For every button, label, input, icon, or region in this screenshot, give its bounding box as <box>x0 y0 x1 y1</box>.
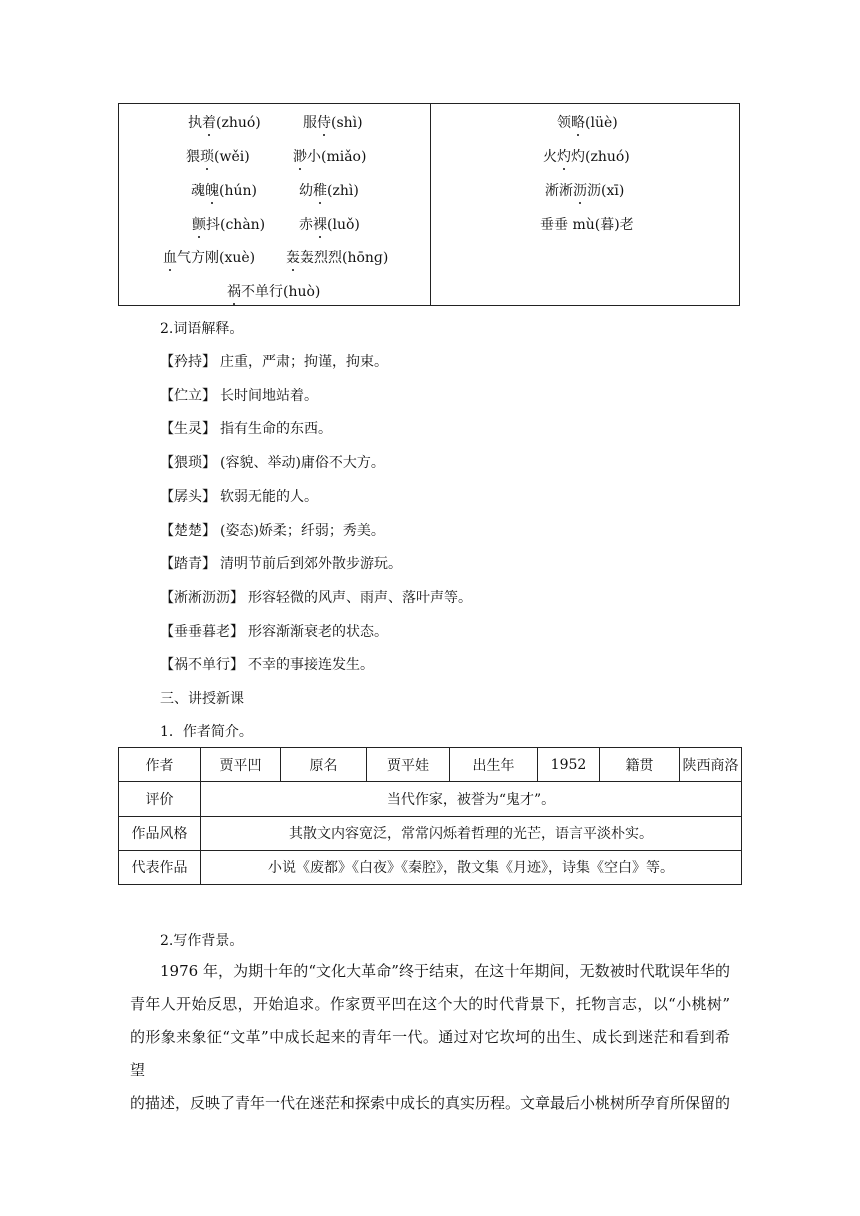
pron-item: 幼稚(zhì) <box>299 180 359 200</box>
section-heading: 三、讲授新课 <box>160 691 244 707</box>
vocab-term: 【猥琐】 <box>160 455 216 471</box>
pron-item: 赤裸(luǒ) <box>299 214 360 234</box>
vocab-def: 软弱无能的人。 <box>220 489 318 505</box>
vocab-term: 【矜持】 <box>160 354 216 370</box>
table-cell: 评价 <box>119 782 201 816</box>
pron-item: 颤抖(chàn) <box>192 214 265 234</box>
section-title: 2.词语解释。 <box>160 321 244 337</box>
pronunciation-table <box>118 103 740 306</box>
vocab-item <box>160 654 374 674</box>
vocab-def: 形容轻微的风声、雨声、落叶声等。 <box>248 590 472 606</box>
table-cell: 1952 <box>538 748 600 782</box>
vocab-term: 【楚楚】 <box>160 523 216 539</box>
vocab-item <box>160 486 318 506</box>
vocab-item <box>160 621 388 641</box>
pron-item: 服侍(shì) <box>303 112 363 132</box>
pron-item: 火灼灼(zhuó) <box>543 146 630 166</box>
pron-item: 血气方刚(xuè) <box>163 247 255 267</box>
vocab-item <box>160 520 385 540</box>
vocab-def: (容貌、举动)庸俗不大方。 <box>220 455 385 471</box>
table-cell: 籍贯 <box>600 748 680 782</box>
pron-item: 轰轰烈烈(hōnɡ) <box>286 247 388 267</box>
author-table <box>118 747 742 885</box>
vocab-term: 【踏青】 <box>160 556 216 572</box>
author-intro-title: 1．作者简介。 <box>160 724 253 740</box>
table-cell: 作者 <box>119 748 201 782</box>
table-cell: 代表作品 <box>119 850 201 884</box>
table-cell: 其散文内容宽泛，常常闪烁着哲理的光芒，语言平淡朴实。 <box>201 816 742 850</box>
background-title: 2.写作背景。 <box>160 933 244 949</box>
vocab-term: 【垂垂暮老】 <box>160 624 244 640</box>
vocab-term: 【淅淅沥沥】 <box>160 590 244 606</box>
vocab-def: 不幸的事接连发生。 <box>248 657 374 673</box>
table-cell: 出生年 <box>450 748 538 782</box>
table-row <box>119 850 742 884</box>
vocab-item <box>160 385 318 405</box>
table-cell: 小说《废都》《白夜》《秦腔》，散文集《月迹》，诗集《空白》等。 <box>201 850 742 884</box>
pron-item: 魂魄(hún) <box>191 180 257 200</box>
paragraph-line: 的形象来象征“文革”中成长起来的青年一代。通过对它坎坷的出生、成长到迷茫和看到希望 <box>130 1028 730 1079</box>
vocab-def: 指有生命的东西。 <box>220 421 332 437</box>
vocab-term: 【生灵】 <box>160 421 216 437</box>
table-cell: 贾平娃 <box>367 748 450 782</box>
vocab-term: 【伫立】 <box>160 388 216 404</box>
pron-item: 领略(lüè) <box>557 112 618 132</box>
table-cell: 当代作家，被誉为“鬼才”。 <box>201 782 742 816</box>
vocab-item <box>160 587 472 607</box>
table-cell: 原名 <box>281 748 367 782</box>
vocab-def: 庄重，严肃；拘谨，拘束。 <box>220 354 388 370</box>
pron-item: 渺小(miǎo) <box>293 146 366 166</box>
table-row <box>119 816 742 850</box>
table-divider <box>430 104 431 305</box>
paragraph-line: 青年人开始反思，开始追求。作家贾平凹在这个大的时代背景下，托物言志，以“小桃树” <box>130 995 730 1013</box>
pron-item: 执着(zhuó) <box>188 112 261 132</box>
vocab-term: 【祸不单行】 <box>160 657 244 673</box>
pron-item: 淅淅沥沥(xī) <box>545 180 624 200</box>
vocab-item <box>160 452 385 472</box>
background-paragraph <box>130 955 730 1120</box>
pron-item: 祸不单行(huò) <box>227 281 320 301</box>
table-cell: 作品风格 <box>119 816 201 850</box>
table-row <box>119 748 742 782</box>
vocab-def: 形容渐渐衰老的状态。 <box>248 624 388 640</box>
vocab-item <box>160 553 402 573</box>
pron-item: 猥琐(wěi) <box>186 146 250 166</box>
vocab-item <box>160 351 388 371</box>
vocab-def: 长时间地站着。 <box>220 388 318 404</box>
table-cell: 贾平凹 <box>201 748 281 782</box>
vocab-def: 清明节前后到郊外散步游玩。 <box>220 556 402 572</box>
vocab-item <box>160 418 332 438</box>
paragraph-line: 1976 年，为期十年的“文化大革命”终于结束，在这十年期间，无数被时代耽误年华的 <box>160 962 730 980</box>
table-cell: 陕西商洛 <box>680 748 742 782</box>
table-row <box>119 782 742 816</box>
paragraph-line: 的描述，反映了青年一代在迷茫和探索中成长的真实历程。文章最后小桃树所孕育所保留的 <box>130 1094 731 1112</box>
pron-item: 垂垂 mù(暮)老 <box>540 217 634 233</box>
vocab-def: (姿态)娇柔；纤弱；秀美。 <box>220 523 385 539</box>
vocab-term: 【孱头】 <box>160 489 216 505</box>
